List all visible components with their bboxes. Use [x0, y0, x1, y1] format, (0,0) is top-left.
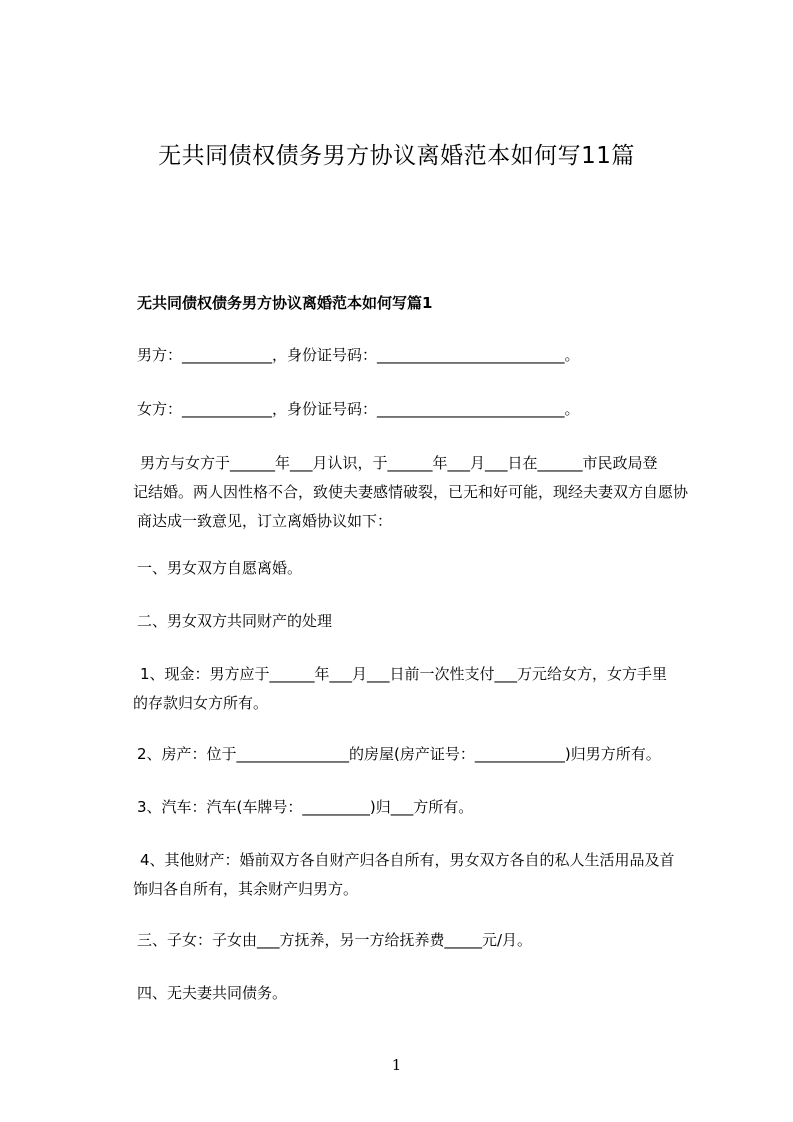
clause-four: 四、无夫妻共同债务。 [137, 984, 288, 1002]
female-party-line: 女方：____________，身份证号码：_________________________。 [137, 400, 580, 418]
intro-line-3: 商达成一致意见，订立离婚协议如下： [137, 512, 393, 530]
clause-one: 一、男女双方自愿离婚。 [137, 559, 303, 577]
other-line-2: 饰归各自所有，其余财产归男方。 [133, 880, 359, 898]
clause-three: 三、子女：子女由___方抚养，另一方给抚养费_____元/月。 [137, 931, 533, 949]
intro-line-2: 记结婚。两人因性格不合，致使夫妻感情破裂，已无和好可能，现经夫妻双方自愿协 [133, 483, 689, 501]
section-heading: 无共同债权债务男方协议离婚范本如何写篇1 [137, 294, 433, 312]
clause-two: 二、男女双方共同财产的处理 [137, 612, 333, 630]
cash-line-2: 的存款归女方所有。 [133, 694, 269, 712]
other-line-1: 4、其他财产：婚前双方各自财产归各自所有，男女双方各自的私人生活用品及首 [140, 851, 675, 869]
document-title: 无共同债权债务男方协议离婚范本如何写11篇 [158, 143, 635, 169]
cash-line-1: 1、现金：男方应于______年___月___日前一次性支付___万元给女方，女方手里 [140, 665, 668, 683]
car-line: 3、汽车：汽车(车牌号：_________)归___方所有。 [137, 798, 474, 816]
intro-paragraph [130, 449, 715, 536]
intro-line-1: 男方与女方于______年___月认识，于______年___月___日在______市民政局登 [140, 454, 658, 472]
other-property-paragraph [130, 846, 715, 904]
cash-paragraph [130, 660, 715, 718]
page-number: 1 [391, 1056, 402, 1074]
male-party-line: 男方：____________，身份证号码：_________________________。 [137, 346, 580, 364]
house-line: 2、房产：位于_______________的房屋(房产证号：____________)归男方所有。 [137, 745, 661, 763]
